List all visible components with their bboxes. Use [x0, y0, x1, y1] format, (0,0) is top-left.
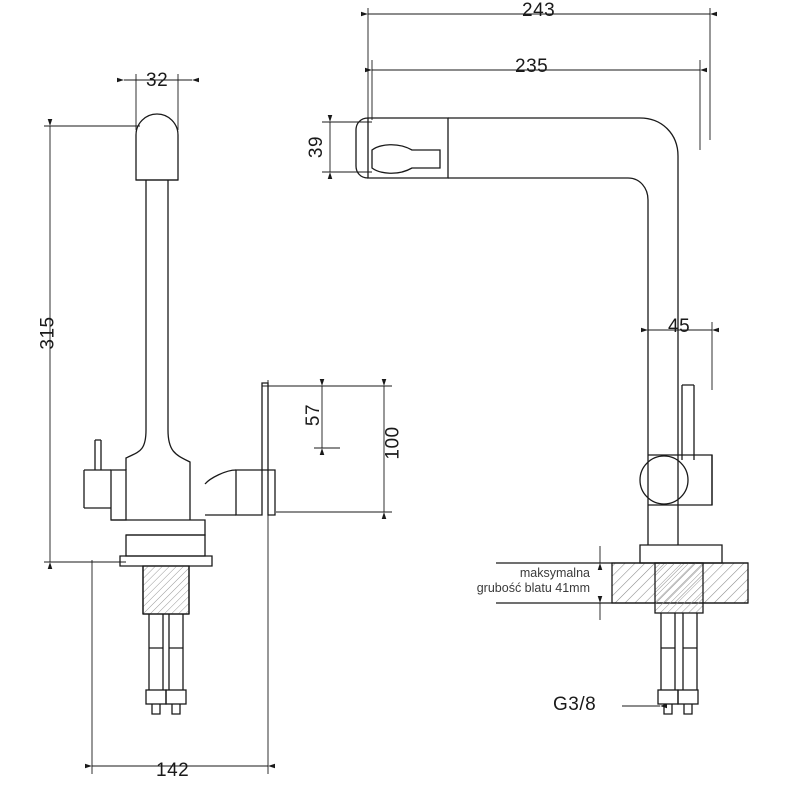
dimension-142: 142 [156, 760, 190, 781]
worktop-note-line2: grubość blatu 41mm [476, 581, 590, 595]
right-view-geometry [356, 118, 748, 714]
dimension-lines [44, 8, 712, 774]
dimension-39: 39 [306, 135, 328, 159]
dimension-315: 315 [37, 316, 59, 350]
thread-size-g38: G3/8 [553, 694, 597, 715]
worktop-note-line1: maksymalna [519, 566, 590, 580]
worktop-note [460, 566, 590, 596]
dimension-100: 100 [382, 426, 404, 460]
dimension-235: 235 [515, 56, 549, 77]
dimension-243: 243 [522, 0, 556, 21]
dimension-45: 45 [668, 316, 691, 337]
left-view-geometry [84, 114, 275, 714]
dimension-57: 57 [303, 403, 325, 427]
dimension-32: 32 [146, 70, 169, 91]
